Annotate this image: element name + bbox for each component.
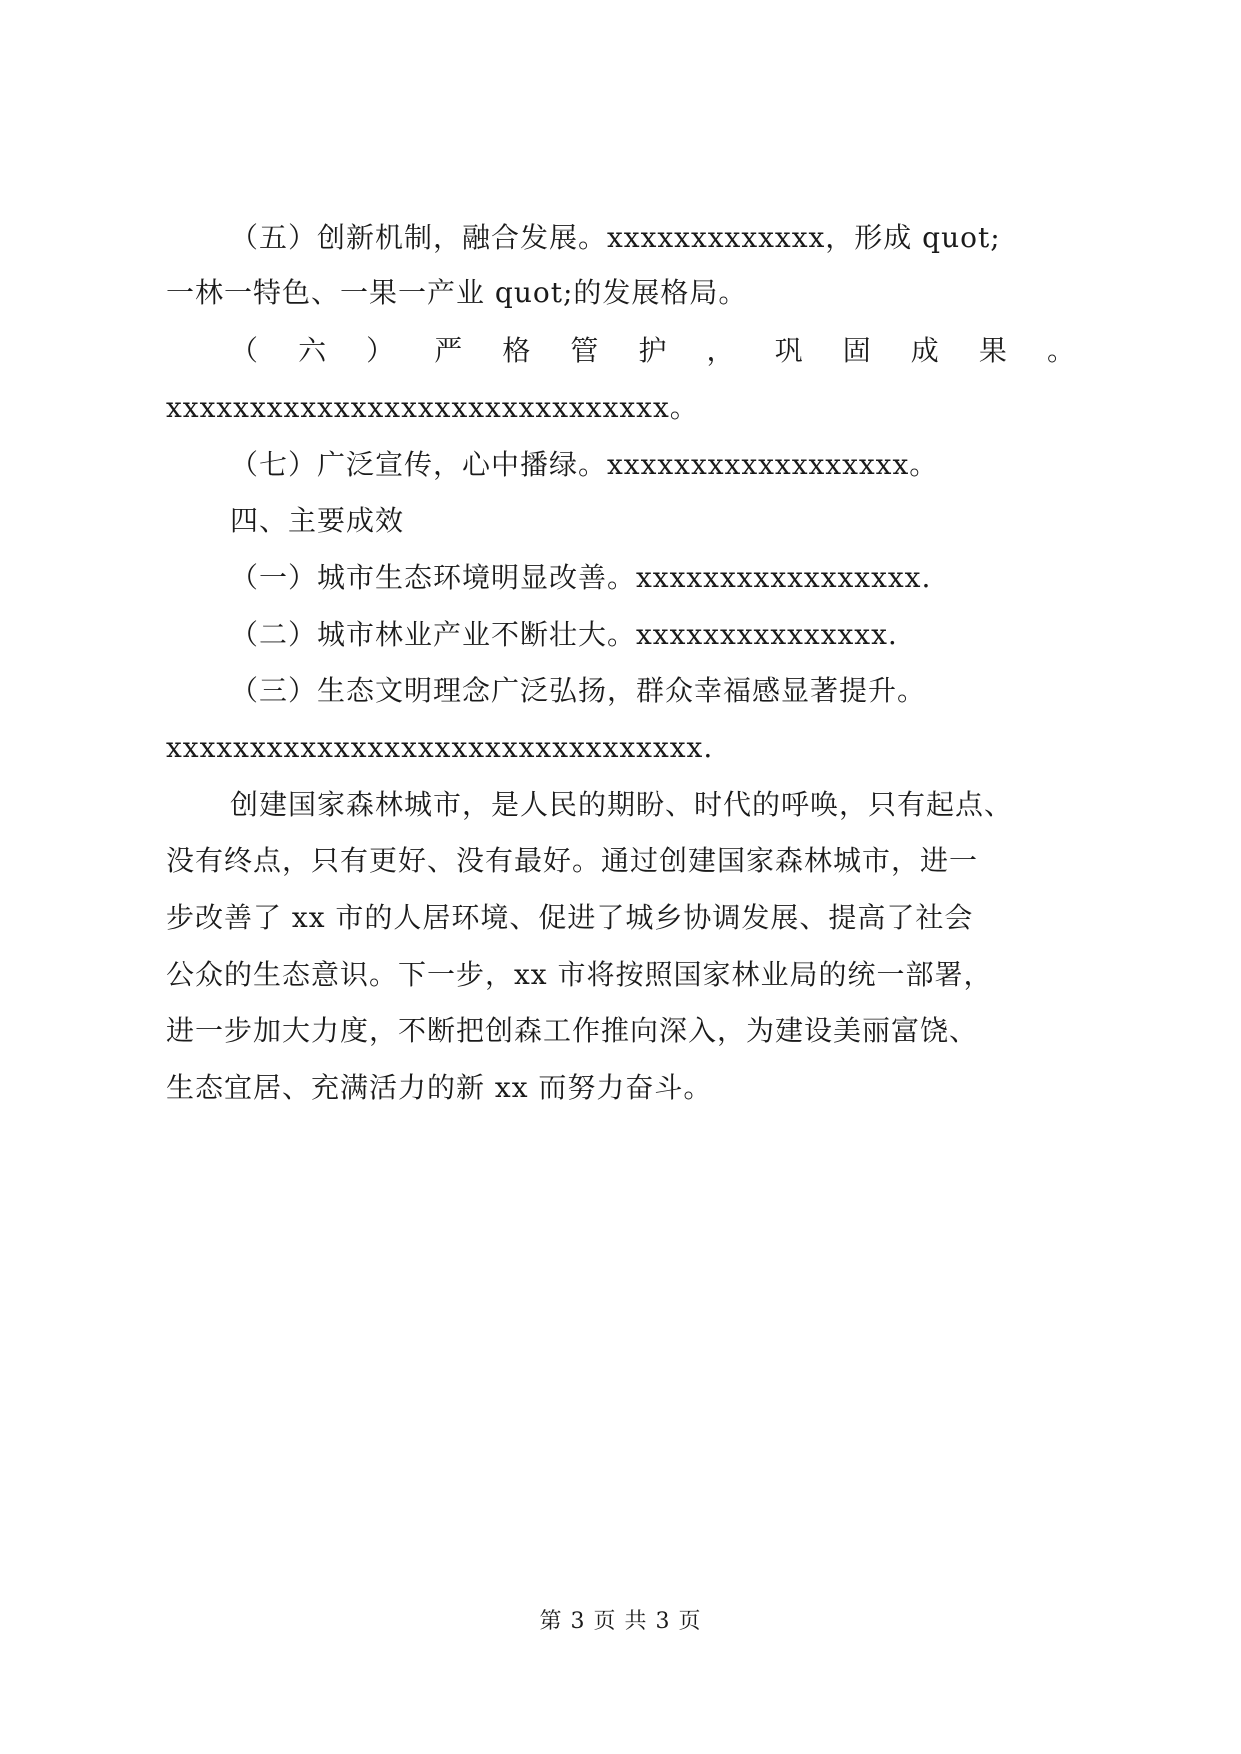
justified-char: 格 (502, 334, 532, 367)
justified-char: 。 (1046, 334, 1076, 367)
justified-char: ） (366, 334, 396, 367)
justified-char: 果 (978, 334, 1008, 367)
justified-char: 护 (638, 334, 668, 367)
paragraph-line: （二）城市林业产业不断壮大。xxxxxxxxxxxxxxx. (230, 618, 898, 651)
paragraph-line: （三）生态文明理念广泛弘扬，群众幸福感显著提升。 (230, 674, 927, 707)
paragraph-line: xxxxxxxxxxxxxxxxxxxxxxxxxxxxxx。 (166, 391, 699, 424)
paragraph-line: （七）广泛宣传，心中播绿。xxxxxxxxxxxxxxxxxx。 (230, 448, 939, 481)
page-number-footer: 第 3 页 共 3 页 (539, 1609, 702, 1634)
justified-char: 固 (842, 334, 872, 367)
paragraph-line: 生态宜居、充满活力的新 xx 而努力奋斗。 (166, 1071, 713, 1104)
justified-char: （ (230, 334, 260, 367)
paragraph-line: 没有终点，只有更好、没有最好。通过创建国家森林城市，进一 (166, 844, 979, 877)
paragraph-line: （五）创新机制，融合发展。xxxxxxxxxxxxx，形成 quot; (230, 221, 1001, 254)
paragraph-line: 公众的生态意识。下一步，xx 市将按照国家林业局的统一部署， (166, 958, 993, 991)
justified-char: 管 (570, 334, 600, 367)
justified-char: 六 (298, 334, 328, 367)
paragraph-line: 步改善了 xx 市的人居环境、促进了城乡协调发展、提高了社会 (166, 901, 974, 934)
paragraph-line: （一）城市生态环境明显改善。xxxxxxxxxxxxxxxxx. (230, 561, 932, 594)
paragraph-line-justified (230, 333, 1076, 369)
paragraph-line: 进一步加大力度，不断把创森工作推向深入，为建设美丽富饶、 (166, 1014, 979, 1047)
section-heading: 四、主要成效 (230, 504, 405, 537)
paragraph-line: 一林一特色、一果一产业 quot;的发展格局。 (166, 276, 748, 309)
justified-char: 严 (434, 334, 464, 367)
justified-char: ， (706, 334, 736, 367)
paragraph-line: xxxxxxxxxxxxxxxxxxxxxxxxxxxxxxxx. (166, 731, 714, 764)
justified-char: 巩 (774, 334, 804, 367)
paragraph-line: 创建国家森林城市，是人民的期盼、时代的呼唤，只有起点、 (230, 788, 1014, 821)
justified-char: 成 (910, 334, 940, 367)
